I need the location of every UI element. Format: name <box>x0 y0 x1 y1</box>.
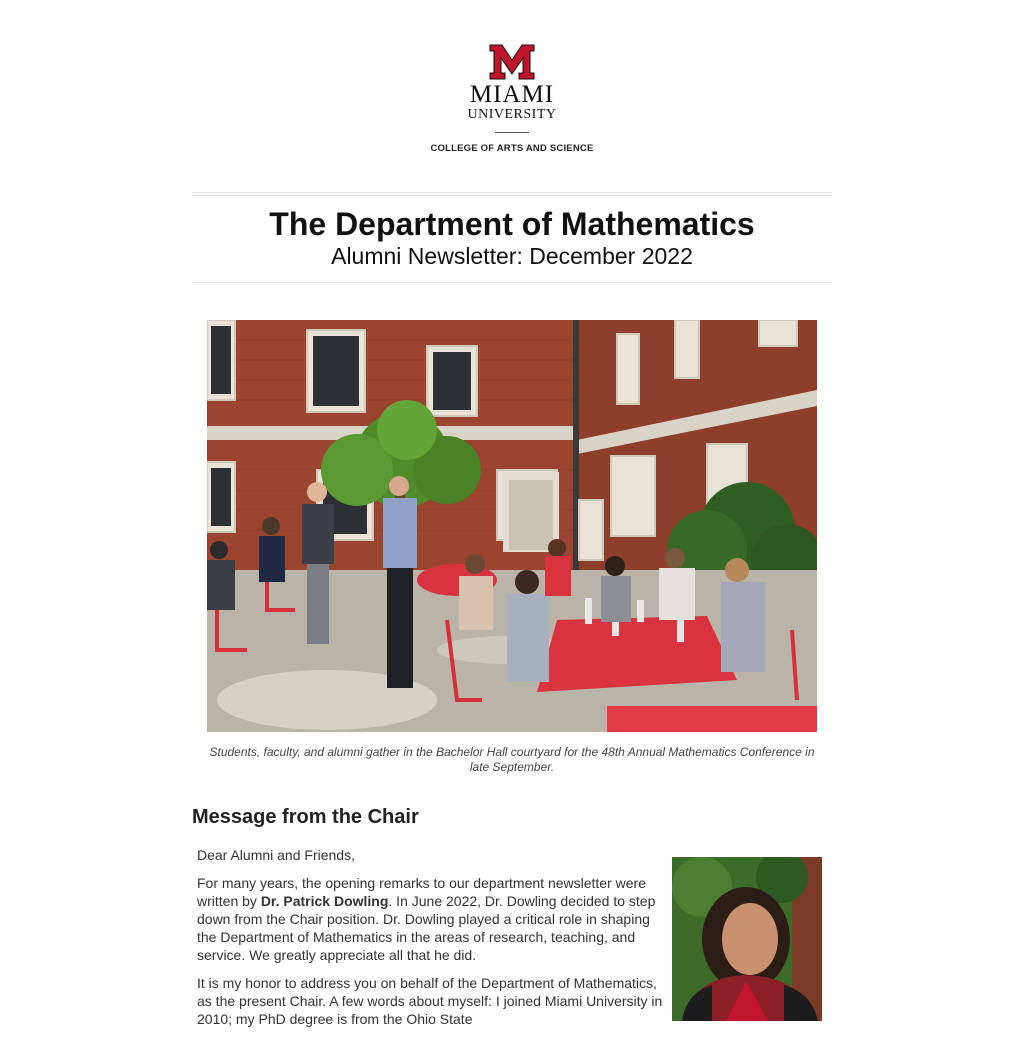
college-name: COLLEGE OF ARTS AND SCIENCE <box>430 143 594 154</box>
dowling-name: Dr. Patrick Dowling <box>260 893 389 909</box>
logo-divider <box>495 132 529 133</box>
divider-top-2 <box>192 195 832 196</box>
paragraph-2: It is my honor to address you on behalf of the Department of Mathematics, as the present Chair. A few words about myself: I joined Miami University in 2010; my PhD degree is from the Ohio State <box>197 975 663 1027</box>
section-heading-chair: Message from the Chair <box>192 806 419 828</box>
divider-top-1 <box>192 192 832 193</box>
courtyard-photo <box>207 320 817 732</box>
paragraph-1-start: For many years, the opening remarks to our department newsletter were written by <box>197 875 646 909</box>
chair-message-body <box>197 846 663 1038</box>
logo-wordmark: MIAMI <box>469 81 555 108</box>
photo-caption: Students, faculty, and alumni gather in the Bachelor Hall courtyard for the 48th Annual Mathematics Conference in late September. <box>209 745 815 774</box>
paragraph-1 <box>197 874 663 964</box>
chair-portrait <box>672 857 822 1021</box>
logo-university: UNIVERSITY <box>467 107 557 122</box>
newsletter-title: The Department of Mathematics <box>269 206 755 242</box>
miami-m-logo-icon <box>489 44 535 80</box>
greeting: Dear Alumni and Friends, <box>197 847 355 863</box>
divider-bottom <box>192 282 832 283</box>
newsletter-subtitle: Alumni Newsletter: December 2022 <box>331 243 693 269</box>
paragraph-1-end: . In June 2022, Dr. Dowling decided to step down from the Chair position. Dr. Dowling played a critical role in shaping the Department of Mathematics in the areas of research, teaching, and service. We greatly appreciate all that he did. <box>197 893 656 963</box>
college-logo <box>0 44 1024 154</box>
